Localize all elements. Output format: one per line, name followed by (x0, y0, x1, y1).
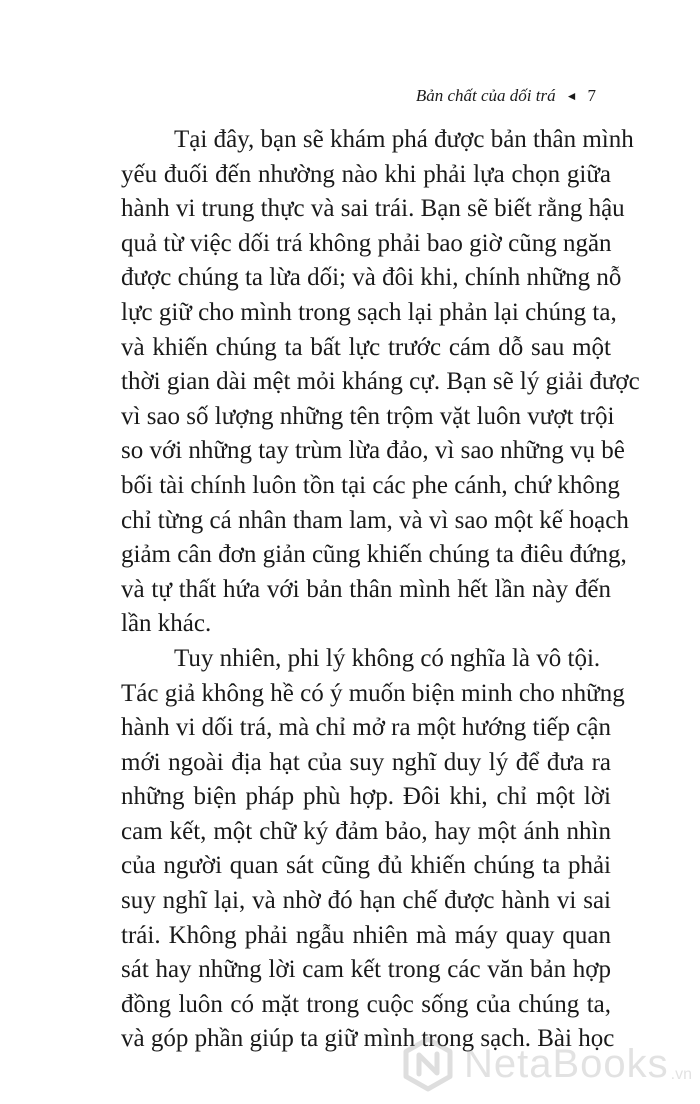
triangle-left-icon: ◄ (565, 88, 578, 103)
text-line: yếu đuối đến nhường nào khi phải lựa chọn giữa (121, 160, 611, 188)
text-line: và tự thất hứa với bản thân mình hết lần này đến (121, 575, 611, 603)
text-line: và khiến chúng ta bất lực trước cám dỗ sau một (121, 333, 611, 361)
text-line: thời gian dài mệt mỏi kháng cự. Bạn sẽ lý giải được (121, 368, 640, 396)
paragraph-2 (121, 642, 625, 1057)
text-line: đồng luôn có mặt trong cuộc sống của chúng ta, (121, 990, 611, 1018)
text-line: mới ngoài địa hạt của suy nghĩ duy lý để đưa ra (121, 748, 611, 776)
text-line: Tác giả không hề có ý muốn biện minh cho những (121, 679, 625, 707)
text-line: suy nghĩ lại, và nhờ đó hạn chế được hành vi sai (121, 887, 611, 915)
text-line: bối tài chính luôn tồn tại các phe cánh, chứ không (121, 471, 620, 499)
watermark-brand: NetaBooks (463, 1041, 669, 1086)
paragraph-1 (121, 123, 640, 642)
text-line: cam kết, một chữ ký đảm bảo, hay một ánh nhìn (121, 817, 611, 845)
page-number: 7 (587, 86, 596, 105)
watermark (400, 1036, 692, 1092)
text-line: và góp phần giúp ta giữ mình trong sạch. Bài học (121, 1025, 615, 1053)
text-line: những biện pháp phù hợp. Đôi khi, chỉ một lời (121, 783, 611, 811)
text-line: lực giữ cho mình trong sạch lại phản lại chúng ta, (121, 298, 617, 326)
text-line: Tại đây, bạn sẽ khám phá được bản thân mình (174, 126, 634, 153)
running-title: Bản chất của dối trá (415, 86, 556, 105)
text-line: quả từ việc dối trá không phải bao giờ cũng ngăn (121, 229, 612, 257)
text-line: vì sao số lượng những tên trộm vặt luôn vượt trội (121, 402, 615, 430)
text-line: của người quan sát cũng đủ khiến chúng ta phải (121, 852, 611, 880)
text-line: lần khác. (121, 610, 212, 638)
neta-logo-icon (400, 1036, 456, 1092)
text-line: hành vi dối trá, mà chỉ mở ra một hướng tiếp cận (121, 714, 611, 742)
text-line: được chúng ta lừa dối; và đôi khi, chính những nỗ (121, 264, 622, 292)
text-line: hành vi trung thực và sai trái. Bạn sẽ biết rằng hậu (121, 195, 625, 223)
text-line: giảm cân đơn giản cũng khiến chúng ta điêu đứng, (121, 541, 627, 569)
body-text (121, 123, 640, 1057)
text-line: trái. Không phải ngẫu nhiên mà máy quay quan (121, 921, 611, 949)
running-header (416, 86, 596, 106)
text-line: Tuy nhiên, phi lý không có nghĩa là vô tội. (174, 644, 601, 672)
watermark-suffix: .vn (670, 1066, 692, 1083)
text-line: chỉ từng cá nhân tham lam, và vì sao một kế hoạch (121, 506, 629, 534)
text-line: sát hay những lời cam kết trong các văn bản hợp (121, 956, 611, 984)
text-line: so với những tay trùm lừa đảo, vì sao những vụ bê (121, 437, 625, 465)
